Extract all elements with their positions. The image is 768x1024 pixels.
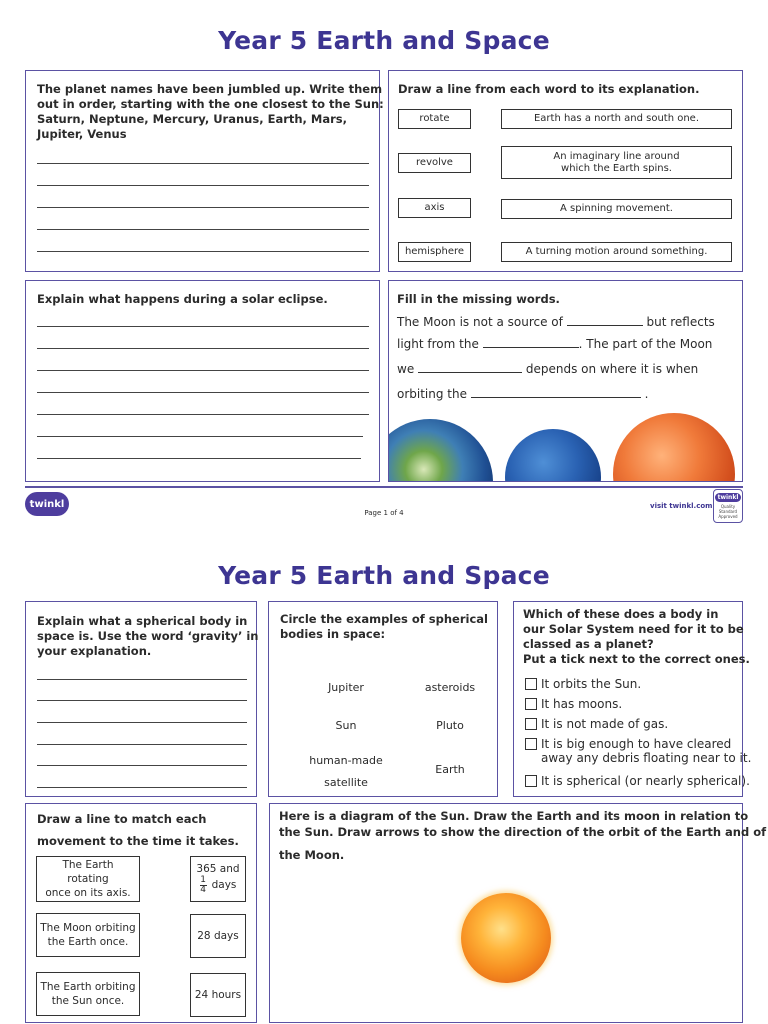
fill-in-box [388,280,743,482]
example-earth[interactable]: Earth [435,763,465,776]
spherical-body-prompt: Explain what a spherical body in space is. Use the word ‘gravity’ in your explanation. [37,614,259,658]
explanation-box: A turning motion around something. [501,242,732,262]
criteria-option[interactable]: It is big enough to have cleared away any debris floating near to it. [525,737,751,765]
example-asteroids[interactable]: asteroids [424,681,476,694]
answer-line[interactable] [37,765,247,766]
answer-line[interactable] [37,414,369,415]
movement-box-moon-orbiting: The Moon orbiting the Earth once. [36,913,140,957]
answer-line[interactable] [37,163,369,164]
answer-line[interactable] [37,348,369,349]
fill-in-prompt: Fill in the missing words. [397,292,560,306]
explanation-box: Earth has a north and south one. [501,109,732,129]
word-box-hemisphere: hemisphere [398,242,471,262]
word-box-axis: axis [398,198,471,218]
planet-criteria-prompt: Which of these does a body in our Solar System need for it to be classed as a planet? Put a tick next to the correct ones. [523,607,750,666]
answer-line[interactable] [37,787,247,788]
answer-line[interactable] [37,436,363,437]
tick-box[interactable] [525,775,537,787]
time-box-28-days: 28 days [190,914,246,958]
criteria-option[interactable]: It orbits the Sun. [525,677,641,691]
answer-line[interactable] [37,185,369,186]
time-box-24-hours: 24 hours [190,973,246,1017]
fill-sentence-line: The Moon is not a source of but reflects [397,315,715,329]
circle-examples-prompt: Circle the examples of spherical bodies in space: [280,612,488,641]
fill-sentence-line: orbiting the . [397,387,649,401]
fill-blank[interactable] [483,336,579,348]
tick-box[interactable] [525,678,537,690]
sun-image [461,893,551,983]
example-jupiter[interactable]: Jupiter [328,681,364,694]
answer-line[interactable] [37,744,247,745]
answer-line[interactable] [37,207,369,208]
answer-line[interactable] [37,392,369,393]
answer-line[interactable] [37,370,369,371]
tick-box[interactable] [525,718,537,730]
page-title: Year 5 Earth and Space [218,561,550,590]
fill-sentence-line: light from the . The part of the Moon [397,337,713,351]
earth-image [388,419,493,482]
word-box-revolve: revolve [398,153,471,173]
answer-line[interactable] [37,458,361,459]
movement-match-prompt: Draw a line to match each movement to the time it takes. [37,812,239,848]
fraction-quarter: 1 4 [200,875,206,895]
explanation-box: An imaginary line around which the Earth spins. [501,146,732,179]
page-number: Page 1 of 4 [364,509,404,517]
answer-line[interactable] [37,679,247,680]
example-satellite[interactable]: human-made satellite [309,754,383,789]
footer-divider [25,486,743,488]
example-sun[interactable]: Sun [335,719,357,732]
eclipse-prompt: Explain what happens during a solar eclipse. [37,292,328,306]
planet-order-prompt: The planet names have been jumbled up. Write them out in order, starting with the one closest to the Sun: Saturn, Neptune, Mercury, Uranus, Earth, Mars, Jupiter, Venus [37,82,384,141]
explanation-box: A spinning movement. [501,199,732,219]
page-title: Year 5 Earth and Space [218,26,550,55]
movement-box-earth-rotating: The Earth rotating once on its axis. [36,856,140,902]
answer-line[interactable] [37,722,247,723]
criteria-option[interactable]: It has moons. [525,697,622,711]
criteria-option[interactable]: It is not made of gas. [525,717,668,731]
twinkl-logo[interactable]: twinkl [25,492,69,516]
criteria-option[interactable]: It is spherical (or nearly spherical). [525,774,750,788]
time-box-365-days: 365 and 1 4 days [190,856,246,902]
fill-blank[interactable] [471,386,641,398]
mars-image [613,413,735,482]
example-pluto[interactable]: Pluto [436,719,464,732]
neptune-image [505,429,601,482]
sun-diagram-prompt: Here is a diagram of the Sun. Draw the Earth and its moon in relation to the Sun. Draw arrows to show the direction of the orbit of the Earth and of the Moon. [279,809,767,862]
word-box-rotate: rotate [398,109,471,129]
fill-blank[interactable] [567,314,643,326]
answer-line[interactable] [37,229,369,230]
answer-line[interactable] [37,700,247,701]
tick-box[interactable] [525,698,537,710]
answer-line[interactable] [37,251,369,252]
answer-line[interactable] [37,326,369,327]
fill-blank[interactable] [418,361,522,373]
tick-box[interactable] [525,738,537,750]
eclipse-box [25,280,380,482]
quality-badge: twinkl Quality Standard Approved [713,489,743,523]
visit-link[interactable]: visit twinkl.com [650,502,713,510]
word-match-prompt: Draw a line from each word to its explanation. [398,82,700,96]
movement-box-earth-orbiting: The Earth orbiting the Sun once. [36,972,140,1016]
fill-sentence-line: we depends on where it is when [397,362,699,376]
